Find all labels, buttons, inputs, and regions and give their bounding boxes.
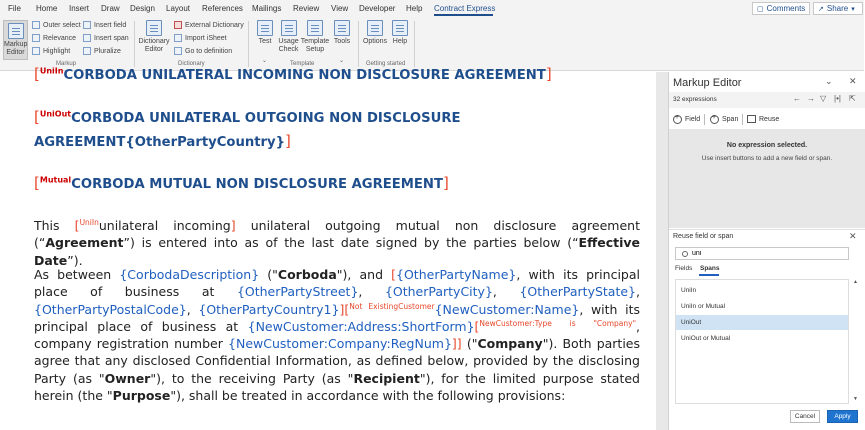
span-open-bracket: [ bbox=[391, 267, 397, 282]
relevance-icon bbox=[32, 34, 40, 42]
add-span-button[interactable] bbox=[710, 115, 738, 124]
defined-term: Owner bbox=[104, 370, 151, 386]
share-icon: ↗ bbox=[818, 5, 824, 13]
apply-button[interactable]: Apply bbox=[827, 410, 858, 423]
text: "), and bbox=[336, 267, 392, 282]
span-tag: Mutual bbox=[39, 175, 72, 185]
add-icon bbox=[710, 115, 719, 124]
text: , company registration number bbox=[34, 318, 641, 352]
external-dictionary-icon bbox=[174, 21, 182, 29]
share-label: Share bbox=[826, 4, 849, 13]
list-item[interactable]: UniOut or Mutual bbox=[681, 335, 731, 342]
chevron-down-icon[interactable]: ⌄ bbox=[825, 76, 833, 86]
defined-term: Purpose bbox=[112, 388, 171, 404]
add-span-label: Span bbox=[722, 116, 739, 123]
outer-select-label: Outer select bbox=[43, 21, 81, 29]
reuse-label: Reuse bbox=[759, 115, 780, 123]
insert-span-button[interactable] bbox=[83, 34, 129, 42]
field[interactable]: {NewCustomer:Address:ShortForm} bbox=[247, 318, 475, 334]
list-item[interactable]: UniIn or Mutual bbox=[681, 303, 726, 310]
text: (" bbox=[461, 336, 478, 352]
markup-editor-panel bbox=[668, 72, 864, 430]
field[interactable]: {OtherPartyState} bbox=[519, 284, 637, 300]
options-button[interactable] bbox=[362, 20, 388, 46]
arrow-left-icon[interactable]: ← bbox=[793, 94, 801, 103]
close-icon[interactable]: ✕ bbox=[849, 76, 857, 86]
help-icon bbox=[392, 20, 408, 36]
span-close-bracket: ] bbox=[230, 218, 236, 233]
menu-layout[interactable]: Layout bbox=[166, 4, 191, 13]
text: "), for the limited purpose stated herein (the " bbox=[34, 370, 640, 404]
pluralize-icon bbox=[83, 47, 91, 55]
expressions-bar bbox=[669, 92, 865, 108]
text: unilateral outgoing mutual non disclosure agreement (“ bbox=[34, 218, 640, 251]
reuse-dialog bbox=[669, 229, 865, 430]
expression-empty-state bbox=[669, 129, 865, 228]
text: As between bbox=[34, 267, 120, 282]
span-open-bracket: [ bbox=[74, 218, 80, 233]
markup-editor-label: Markup Editor bbox=[4, 41, 28, 56]
paragraph-intro bbox=[34, 217, 640, 269]
empty-state-title: No expression selected. bbox=[726, 142, 808, 149]
test-label: Test bbox=[258, 38, 272, 45]
field[interactable]: {NewCustomer:Company:RegNum} bbox=[228, 336, 452, 352]
reuse-list bbox=[675, 279, 849, 404]
defined-term: Company bbox=[477, 336, 543, 352]
chevron-down-icon: ⌄ bbox=[339, 58, 345, 64]
field[interactable]: {OtherPartyCountry1} bbox=[198, 301, 340, 317]
span-open-bracket: [ bbox=[34, 108, 40, 126]
group-separator bbox=[358, 21, 359, 67]
template-setup-button[interactable] bbox=[300, 20, 330, 54]
tools-button[interactable] bbox=[331, 20, 353, 46]
markup-editor-button[interactable] bbox=[3, 20, 28, 60]
expand-icon[interactable]: ⇱ bbox=[849, 94, 856, 103]
share-button[interactable] bbox=[813, 2, 863, 15]
tools-icon bbox=[334, 20, 350, 36]
heading-unilateral-incoming bbox=[34, 63, 634, 87]
span-tag: Not ExistingCustomer bbox=[349, 301, 435, 311]
span-tag: UniIn bbox=[79, 217, 99, 227]
dictionary-editor-icon bbox=[146, 20, 162, 36]
span-close-bracket: ] bbox=[442, 174, 449, 192]
defined-term: Effective Date bbox=[34, 235, 640, 268]
reuse-button[interactable] bbox=[747, 115, 779, 123]
help-label: Help bbox=[392, 38, 408, 45]
relevance-button[interactable] bbox=[32, 34, 76, 42]
relevance-label: Relevance bbox=[43, 34, 77, 42]
list-item-selected[interactable]: UniOut bbox=[676, 315, 848, 330]
usage-check-icon bbox=[281, 20, 297, 36]
span-tag: UniIn bbox=[39, 66, 64, 76]
text: unilateral incoming bbox=[98, 218, 231, 233]
reuse-search-box[interactable] bbox=[675, 247, 849, 260]
add-icon bbox=[673, 115, 682, 124]
defined-term: Recipient bbox=[353, 370, 420, 386]
outer-select-button[interactable] bbox=[32, 21, 81, 29]
menu-developer[interactable]: Developer bbox=[359, 4, 396, 13]
tools-label: Tools bbox=[333, 38, 351, 45]
usage-check-button[interactable] bbox=[276, 20, 301, 54]
scroll-up-icon[interactable]: ▲ bbox=[853, 279, 858, 285]
import-isheet-button[interactable] bbox=[174, 34, 227, 42]
panel-title: Markup Editor bbox=[673, 77, 742, 89]
toolbar-separator bbox=[704, 114, 705, 125]
heading-unilateral-outgoing bbox=[34, 106, 634, 154]
span-open-bracket: [ bbox=[474, 318, 480, 334]
import-isheet-label: Import iSheet bbox=[185, 34, 227, 42]
menu-review[interactable]: Review bbox=[293, 4, 320, 13]
arrow-right-icon[interactable]: → bbox=[807, 94, 815, 103]
paragraph-parties: As between {CorbodaDescription} ("Corboda"), and [{OtherPartyName}, with its principal place of business at {OtherPartyStreet}, {OtherPartyCity}, {OtherPartyState}, {OtherPartyPostalCode}, {OtherPartyCountry1}][$^{Not ExistingCustomer}${NewCustomer:Name}, with its principal place of business at {NewCustomer:Address:ShortForm}[$^{NewCustomer:Type is "Company"}$, company registration number {NewCustomer:Company:RegNum}]] ("Company"). Both parties agree that any disclosed Confidential Information, as defined below, provided by the disclosing Party (as "Owner"), to the receiving Party (as "Recipient"), for the limited purpose stated herein (the "Purpose"), shall be treated in accordance with the following provisions: bbox=[34, 267, 641, 404]
heading-text: CORBODA UNILATERAL INCOMING NON DISCLOSURE AGREEMENT bbox=[63, 68, 546, 83]
document-body[interactable] bbox=[0, 65, 658, 430]
chevron-down-icon: ▾ bbox=[851, 5, 855, 13]
heading-text: CORBODA UNILATERAL OUTGOING NON DISCLOSURE AGREEMENT{OtherPartyCountry} bbox=[34, 111, 461, 150]
insert-field-label: Insert field bbox=[94, 21, 127, 29]
span-close-bracket: ]] bbox=[451, 336, 462, 352]
collapse-icon[interactable]: |•| bbox=[834, 94, 841, 103]
options-label: Options bbox=[362, 38, 388, 45]
span-close-bracket: ] bbox=[545, 65, 552, 83]
span-open-bracket: [ bbox=[344, 301, 350, 317]
field[interactable]: {CorbodaDescription} bbox=[119, 267, 260, 282]
highlight-icon bbox=[32, 47, 40, 55]
span-tag: NewCustomer:Type is "Company" bbox=[479, 318, 637, 328]
menu-bar bbox=[0, 0, 864, 17]
external-dictionary-button[interactable] bbox=[174, 21, 244, 29]
active-tab-indicator bbox=[434, 14, 493, 16]
span-close-bracket: ] bbox=[339, 301, 345, 317]
menu-draw[interactable]: Draw bbox=[101, 4, 120, 13]
toolbar-separator bbox=[742, 114, 743, 125]
comments-label: Comments bbox=[766, 4, 806, 13]
span-open-bracket: [ bbox=[34, 174, 40, 192]
menu-file[interactable]: File bbox=[8, 4, 21, 13]
defined-term: Agreement bbox=[45, 235, 124, 251]
menu-references[interactable]: References bbox=[202, 4, 243, 13]
dictionary-editor-button[interactable] bbox=[137, 20, 171, 54]
cancel-button[interactable]: Cancel bbox=[790, 410, 820, 423]
external-dictionary-label: External Dictionary bbox=[185, 21, 244, 29]
text: This bbox=[34, 218, 75, 233]
go-to-definition-icon bbox=[174, 47, 182, 55]
template-setup-label: Template Setup bbox=[300, 38, 330, 53]
reuse-icon bbox=[747, 115, 756, 123]
field[interactable]: {OtherPartyPostalCode} bbox=[34, 301, 187, 317]
test-button[interactable] bbox=[254, 20, 276, 46]
menu-view[interactable]: View bbox=[331, 4, 349, 13]
span-close-bracket: ] bbox=[285, 132, 291, 150]
panel-toolbar bbox=[669, 110, 865, 128]
usage-check-label: Usage Check bbox=[278, 38, 299, 53]
add-field-button[interactable] bbox=[673, 115, 700, 124]
field[interactable]: {OtherPartyStreet} bbox=[236, 284, 359, 300]
chevron-down-icon: ⌄ bbox=[262, 58, 268, 64]
field[interactable]: {OtherPartyCity} bbox=[384, 284, 493, 300]
text: "), shall be treated in accordance with the following provisions: bbox=[170, 388, 566, 404]
insert-span-label: Insert span bbox=[94, 34, 129, 42]
tab-spans[interactable]: Spans bbox=[700, 265, 720, 272]
heading-mutual bbox=[34, 172, 634, 196]
text: ”). bbox=[67, 252, 83, 268]
insert-span-icon bbox=[83, 34, 91, 42]
insert-field-icon bbox=[83, 21, 91, 29]
comments-button[interactable] bbox=[752, 2, 810, 15]
pluralize-button[interactable] bbox=[83, 47, 121, 55]
list-item[interactable]: UniIn bbox=[681, 287, 697, 294]
group-separator bbox=[414, 21, 415, 67]
scroll-down-icon[interactable]: ▼ bbox=[853, 396, 858, 402]
markup-editor-icon bbox=[8, 23, 24, 39]
dictionary-editor-label: Dictionary Editor bbox=[138, 38, 170, 53]
menu-contract-express[interactable]: Contract Express bbox=[434, 4, 496, 13]
menu-home[interactable]: Home bbox=[36, 4, 58, 13]
text: (" bbox=[259, 267, 278, 282]
insert-field-button[interactable] bbox=[83, 21, 126, 29]
text: ”) is entered into as of the last date signed by the parties below (“ bbox=[123, 235, 579, 251]
getting-started-group-label: Getting started bbox=[366, 61, 406, 67]
list-scrollbar[interactable] bbox=[853, 279, 858, 404]
active-tab-indicator bbox=[699, 274, 719, 276]
menu-insert[interactable]: Insert bbox=[69, 4, 90, 13]
menu-mailings[interactable]: Mailings bbox=[252, 4, 282, 13]
menu-design[interactable]: Design bbox=[130, 4, 155, 13]
import-isheet-icon bbox=[174, 34, 182, 42]
span-open-bracket: [ bbox=[34, 65, 40, 83]
add-field-label: Field bbox=[685, 116, 701, 123]
expressions-count: 32 expressions bbox=[673, 96, 717, 103]
text: , with its principal place of business at bbox=[34, 267, 640, 300]
menu-help[interactable]: Help bbox=[406, 4, 423, 13]
text: "). Both parties agree that any disclosed Confidential Information, as defined below, provided by the disclosing Party (as " bbox=[34, 336, 641, 386]
heading-text: CORBODA MUTUAL NON DISCLOSURE AGREEMENT bbox=[71, 177, 443, 192]
empty-state-hint: Use insert buttons to add a new field or span. bbox=[701, 155, 833, 162]
filter-icon[interactable]: ▽ bbox=[820, 94, 827, 103]
text: "), to the receiving Party (as " bbox=[150, 370, 354, 386]
field[interactable]: {OtherPartyName} bbox=[396, 267, 517, 282]
pluralize-label: Pluralize bbox=[94, 47, 121, 55]
span-tag: UniOut bbox=[39, 109, 72, 119]
group-separator bbox=[248, 21, 249, 67]
search-icon bbox=[682, 251, 688, 257]
document-scrollbar[interactable] bbox=[656, 72, 668, 430]
reuse-title: Reuse field or span bbox=[673, 233, 734, 240]
template-group-label: Template bbox=[290, 61, 315, 67]
go-to-definition-label: Go to definition bbox=[185, 47, 233, 55]
tab-fields[interactable]: Fields bbox=[675, 265, 693, 272]
dictionary-group-label: Dictionary bbox=[178, 61, 205, 67]
help-button[interactable] bbox=[390, 20, 410, 46]
outer-select-icon bbox=[32, 21, 40, 29]
template-setup-icon bbox=[307, 20, 323, 36]
go-to-definition-button[interactable] bbox=[174, 47, 232, 55]
text: , with its principal place of business at bbox=[34, 301, 640, 334]
field[interactable]: {NewCustomer:Name} bbox=[434, 301, 580, 317]
test-icon bbox=[257, 20, 273, 36]
options-icon bbox=[367, 20, 383, 36]
markup-group-label: Markup bbox=[56, 61, 77, 67]
reuse-search-input[interactable] bbox=[692, 250, 832, 257]
defined-term: Corboda bbox=[277, 267, 337, 282]
highlight-label: Highlight bbox=[43, 47, 71, 55]
close-icon[interactable]: ✕ bbox=[849, 231, 857, 241]
highlight-button[interactable] bbox=[32, 47, 70, 55]
group-separator bbox=[134, 21, 135, 67]
comment-icon: ▢ bbox=[757, 5, 764, 13]
